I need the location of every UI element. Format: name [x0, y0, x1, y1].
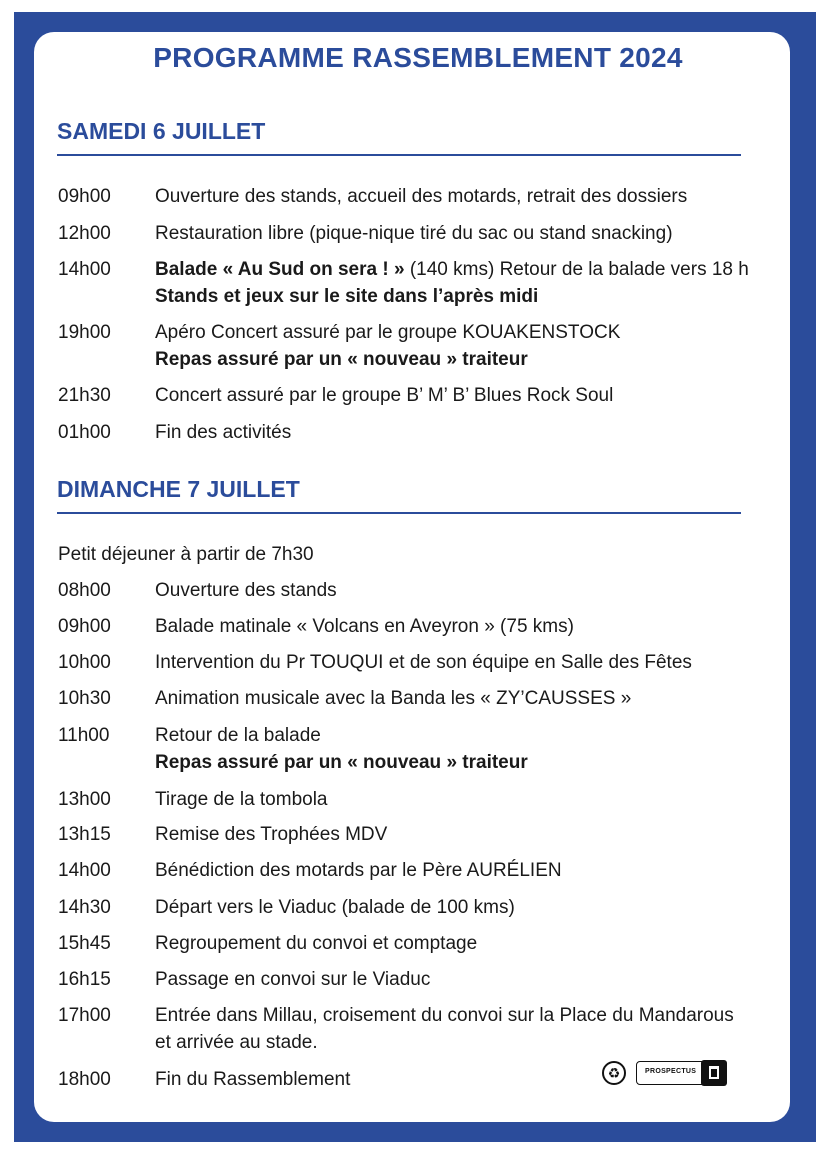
schedule-text: Animation musicale avec la Banda les « ZY’CAUSSES »	[155, 688, 632, 709]
prospectus-badge	[636, 1061, 726, 1085]
schedule-time: 15h45	[58, 933, 111, 954]
schedule-text: Fin du Rassemblement	[155, 1069, 351, 1090]
schedule-text: Bénédiction des motards par le Père AURÉLIEN	[155, 860, 562, 881]
schedule-time: 21h30	[58, 385, 111, 406]
saturday-heading: SAMEDI 6 JUILLET	[57, 118, 266, 144]
schedule-text: Restauration libre (pique-nique tiré du sac ou stand snacking)	[155, 223, 673, 244]
schedule-time: 09h00	[58, 616, 111, 637]
schedule-time: 13h00	[58, 789, 111, 810]
schedule-text-line2: et arrivée au stade.	[155, 1032, 318, 1053]
schedule-time: 11h00	[58, 725, 110, 746]
schedule-time: 17h00	[58, 1005, 111, 1026]
trash-bin-icon	[701, 1060, 727, 1086]
schedule-time: 14h00	[58, 860, 111, 881]
schedule-text: Balade matinale « Volcans en Aveyron » (75 kms)	[155, 616, 574, 637]
schedule-time: 10h30	[58, 688, 111, 709]
prospectus-label: PROSPECTUS	[645, 1068, 697, 1075]
schedule-time: 01h00	[58, 422, 111, 443]
schedule-text: Concert assuré par le groupe B’ M’ B’ Blues Rock Soul	[155, 385, 614, 406]
schedule-text: Ouverture des stands	[155, 580, 337, 601]
schedule-time: 12h00	[58, 223, 111, 244]
schedule-time: 13h15	[58, 824, 111, 845]
schedule-time: 09h00	[58, 186, 111, 207]
schedule-time: 18h00	[58, 1069, 111, 1090]
schedule-time: 19h00	[58, 322, 111, 343]
schedule-bold-line: Repas assuré par un « nouveau » traiteur	[155, 349, 528, 370]
vertical-notice: Ne pas jeter sur la voie publique.	[826, 930, 836, 1062]
schedule-time: 14h30	[58, 897, 111, 918]
schedule-bold-line: Repas assuré par un « nouveau » traiteur	[155, 752, 528, 773]
schedule-bold-text: Balade « Au Sud on sera ! »	[155, 259, 405, 280]
schedule-time: 08h00	[58, 580, 111, 601]
schedule-text: Retour de la balade	[155, 725, 321, 746]
schedule-text: Regroupement du convoi et comptage	[155, 933, 478, 954]
saturday-divider	[57, 154, 741, 156]
schedule-time: 10h00	[58, 652, 111, 673]
sunday-intro: Petit déjeuner à partir de 7h30	[58, 544, 314, 565]
schedule-text: Ouverture des stands, accueil des motards, retrait des dossiers	[155, 186, 688, 207]
schedule-time: 16h15	[58, 969, 111, 990]
schedule-text: Départ vers le Viaduc (balade de 100 kms)	[155, 897, 515, 918]
sunday-divider	[57, 512, 741, 514]
schedule-bold-line: Stands et jeux sur le site dans l’après midi	[155, 286, 539, 307]
schedule-time: 14h00	[58, 259, 111, 280]
schedule-text: Entrée dans Millau, croisement du convoi sur la Place du Mandarous	[155, 1005, 734, 1026]
schedule-text: Intervention du Pr TOUQUI et de son équipe en Salle des Fêtes	[155, 652, 692, 673]
schedule-text: Remise des Trophées MDV	[155, 824, 388, 845]
page-title: PROGRAMME RASSEMBLEMENT 2024	[153, 42, 683, 73]
schedule-text	[155, 259, 749, 281]
schedule-text: Apéro Concert assuré par le groupe KOUAKENSTOCK	[155, 322, 621, 343]
schedule-text: Passage en convoi sur le Viaduc	[155, 969, 431, 990]
schedule-text: Tirage de la tombola	[155, 789, 328, 810]
schedule-text-rest: (140 kms) Retour de la balade vers 18 h	[404, 259, 749, 280]
schedule-text: Fin des activités	[155, 422, 292, 443]
sunday-heading: DIMANCHE 7 JUILLET	[57, 476, 300, 502]
recycle-icon: ♻	[602, 1061, 626, 1085]
